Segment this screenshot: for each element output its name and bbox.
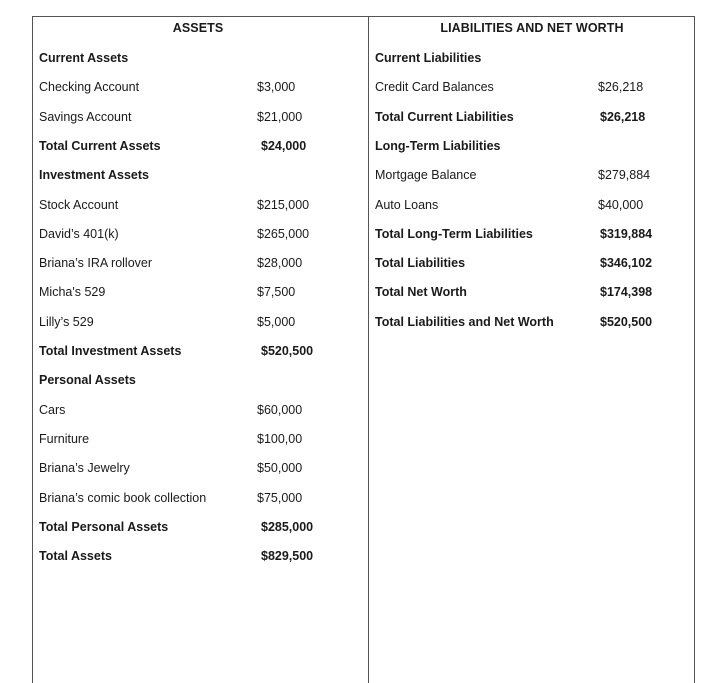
asset-row [33,77,368,97]
asset-row-value: $60,000 [257,402,303,417]
asset-row-value: $5,000 [257,314,296,329]
asset-row-label: Current Assets [39,51,129,65]
asset-row [33,48,368,68]
asset-row-value: $24,000 [261,138,307,153]
asset-row [33,253,368,273]
liability-row-label: Long-Term Liabilities [375,138,501,153]
liability-row-value: $40,000 [598,197,644,212]
asset-row [33,400,368,420]
asset-row-label: Micha's 529 [39,285,106,300]
asset-row [33,282,368,302]
liability-row [369,77,695,97]
liability-row-value: $520,500 [600,314,653,329]
asset-row-label: Briana’s IRA rollover [39,256,153,271]
asset-row [33,341,368,361]
asset-row [33,195,368,215]
liability-row [369,282,695,302]
asset-row-label: Personal Assets [39,373,136,388]
asset-row-value: $285,000 [261,519,314,534]
asset-row [33,136,368,156]
asset-row [33,312,368,332]
asset-row-label: Checking Account [39,80,140,95]
liability-row-label: Mortgage Balance [375,168,477,183]
asset-row-label: Investment Assets [39,168,149,183]
asset-row-label: Cars [39,402,66,417]
asset-row-value: $3,000 [257,80,296,95]
liability-row [369,48,695,68]
asset-row-value: $50,000 [257,461,303,476]
liabilities-heading: LIABILITIES AND NET WORTH [440,21,624,35]
liability-row [369,107,695,127]
asset-row [33,224,368,244]
asset-row-value: $21,000 [257,109,303,124]
asset-row-label: Furniture [39,431,90,446]
asset-row [33,429,368,449]
asset-row-label: Total Investment Assets [39,344,182,358]
liability-row [369,312,695,332]
asset-row-label: Total Assets [39,549,112,564]
asset-row [33,546,368,566]
asset-row-value: $265,000 [257,226,310,241]
asset-row-value: $7,500 [257,285,296,300]
asset-row-label: Briana’s Jewelry [39,461,130,476]
asset-row-value: $215,000 [257,197,310,212]
asset-row-label: Stock Account [39,197,119,212]
asset-row-label: Total Personal Assets [39,519,169,534]
asset-row-label: Total Current Assets [39,138,161,153]
liability-row-value: $26,218 [598,80,644,95]
liability-row-value: $319,884 [600,226,653,241]
asset-row [33,107,368,127]
liability-row-label: Total Current Liabilities [375,109,514,124]
liability-row [369,195,695,215]
liability-row-label: Total Net Worth [375,285,467,300]
liability-row-label: Auto Loans [375,197,439,212]
asset-row-value: $520,500 [261,344,314,358]
asset-row-value: $28,000 [257,256,303,271]
balance-sheet [32,16,695,683]
liability-row-value: $174,398 [600,285,653,300]
asset-row-value: $829,500 [261,549,314,564]
asset-row [33,517,368,537]
asset-row-value: $75,000 [257,490,303,505]
liability-row-value: $26,218 [600,109,646,124]
asset-row [33,165,368,185]
asset-row-value: $100,00 [257,431,303,446]
asset-row-label: Briana’s comic book collection [39,490,207,505]
asset-row [33,488,368,508]
liability-row-value: $279,884 [598,168,651,183]
asset-row-label: Lilly’s 529 [39,314,94,329]
asset-row [33,370,368,390]
assets-heading: ASSETS [172,21,224,35]
liability-row-value: $346,102 [600,256,653,271]
asset-row [33,458,368,478]
liability-row-label: Current Liabilities [375,51,482,65]
liability-row [369,165,695,185]
liability-row-label: Total Liabilities and Net Worth [375,314,554,329]
liability-row-label: Total Long-Term Liabilities [375,226,533,241]
liability-row-label: Credit Card Balances [375,80,494,95]
liability-row-label: Total Liabilities [375,256,466,271]
liability-row [369,136,695,156]
liability-row [369,224,695,244]
asset-row-label: David’s 401(k) [39,226,119,241]
liability-row [369,253,695,273]
asset-row-label: Savings Account [39,109,132,124]
